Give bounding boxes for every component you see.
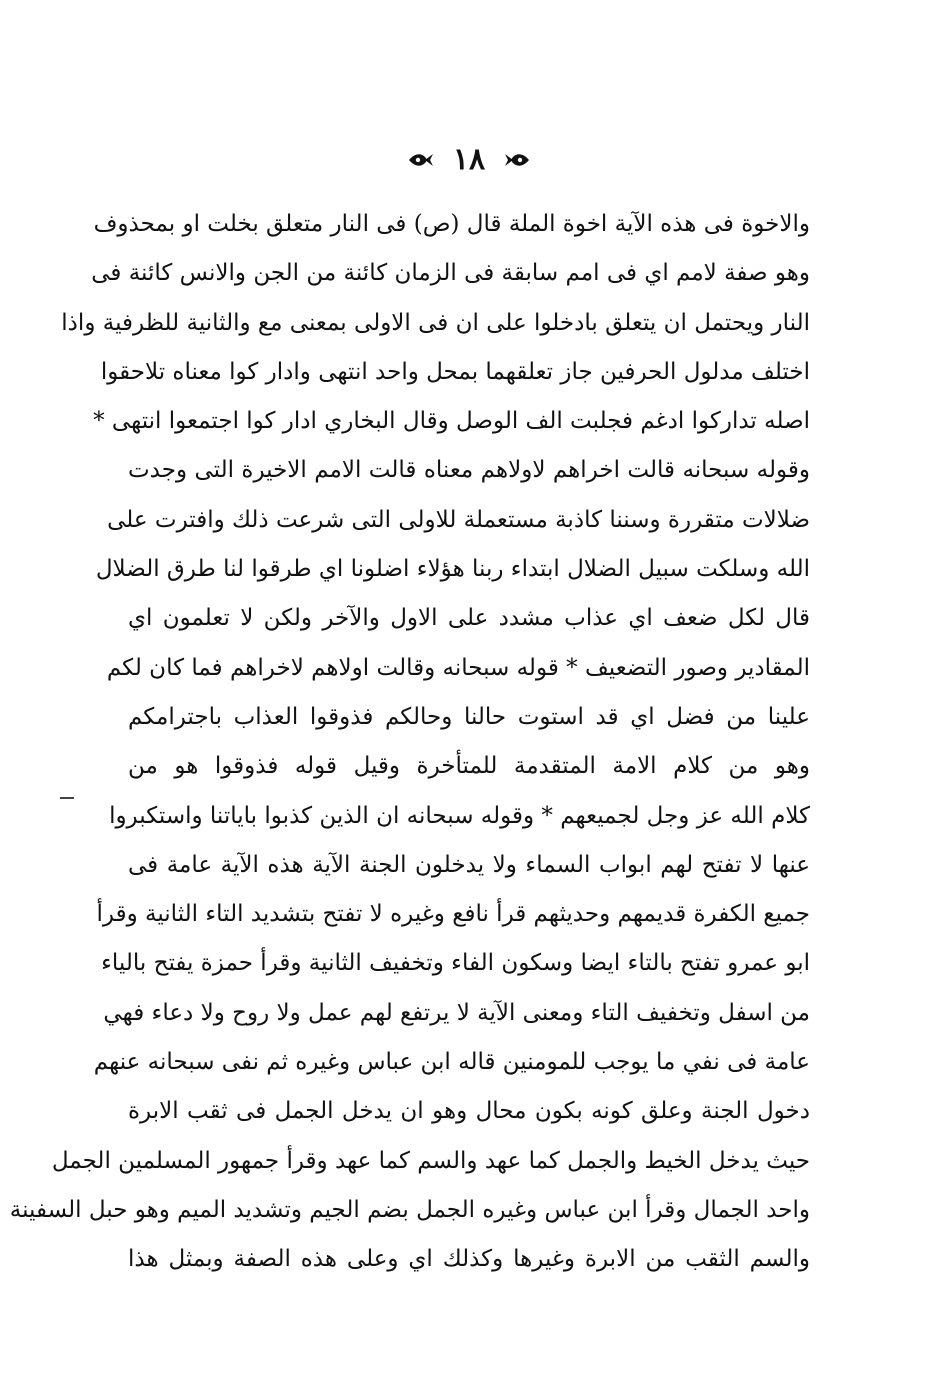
page-number: ١٨	[452, 142, 486, 177]
page-header	[0, 138, 938, 182]
text-line: اختلف مدلول الحرفين جاز تعلقهما بمحل واحد انتهى وادار كوا معناه تلاحقوا	[100, 358, 810, 385]
text-line: النار ويحتمل ان يتعلق بادخلوا على ان فى الاولى بمعنى مع والثانية للظرفية واذا	[61, 309, 810, 336]
text-line: والاخوة فى هذه الآية اخوة الملة قال (ص) فى النار متعلق بخلت او بمحذوف	[93, 211, 810, 237]
text-line: وهو صفة لامم اي فى امم سابقة فى الزمان كائنة من الجن والانس كائنة فى	[91, 260, 810, 287]
right-ornament-icon	[405, 145, 435, 175]
text-line: دخول الجنة وعلق كونه بكون محال وهو ان يدخل الجمل فى ثقب الابرة	[128, 1098, 810, 1125]
text-line: كلام الله عز وجل لجميعهم * وقوله سبحانه ان الذين كذبوا باياتنا واستكبروا	[109, 802, 810, 829]
text-line: من اسفل وتخفيف التاء ومعنى الآية لا يرتفع لهم عمل ولا روح ولا دعاء فهي	[103, 999, 810, 1026]
text-line: المقادير وصور التضعيف * قوله سبحانه وقالت اولاهم لاخراهم فما كان لكم	[106, 654, 810, 681]
text-line: ابو عمرو تفتح بالتاء ايضا وسكون الفاء وتخفيف الثانية وقرأ حمزة يفتح بالياء	[101, 950, 810, 977]
text-line: واحد الجمال وقرأ ابن عباس وغيره الجمل بضم الجيم وتشديد الميم وهو حبل السفينة	[9, 1196, 810, 1223]
text-line: قال لكل ضعف اي عذاب مشدد على الاول والآخر ولكن لا تعلمون اي	[128, 605, 810, 632]
text-line: وقوله سبحانه قالت اخراهم لاولاهم معناه قالت الامم الاخيرة التى وجدت	[128, 457, 810, 484]
text-line: علينا من فضل اي قد استوت حالنا وحالكم فذوقوا العذاب باجترامكم	[128, 703, 810, 730]
text-line: وهو من كلام الامة المتقدمة للمتأخرة وقيل قوله فذوقوا هو من	[128, 753, 810, 780]
text-line: عنها لا تفتح لهم ابواب السماء ولا يدخلون الجنة الآية هذه الآية عامة فى	[128, 851, 810, 878]
body-text	[9, 200, 810, 1285]
left-ornament-icon	[503, 145, 533, 175]
margin-mark	[60, 797, 74, 799]
text-line: اصله تداركوا ادغم فجلبت الف الوصل وقال البخاري ادار كوا اجتمعوا انتهى *	[93, 408, 810, 435]
text-line: عامة فى نفي ما يوجب للمومنين قاله ابن عباس وغيره ثم نفى سبحانه عنهم	[93, 1049, 810, 1076]
text-line: حيث يدخل الخيط والجمل كما عهد والسم كما عهد وقرأ جمهور المسلمين الجمل	[51, 1147, 810, 1174]
text-line: والسم الثقب من الابرة وغيرها وكذلك اي وعلى هذه الصفة وبمثل هذا	[128, 1246, 810, 1273]
text-line: جميع الكفرة قديمهم وحديثهم قرأ نافع وغيره لا تفتح بتشديد التاء الثانية وقرأ	[96, 901, 810, 928]
text-line: الله وسلكت سبيل الضلال ابتداء ربنا هؤلاء اضلونا اي طرقوا لنا طرق الضلال	[95, 556, 810, 583]
text-line: ضلالات متقررة وسننا كاذبة مستعملة للاولى التى شرعت ذلك وافترت على	[107, 506, 810, 533]
